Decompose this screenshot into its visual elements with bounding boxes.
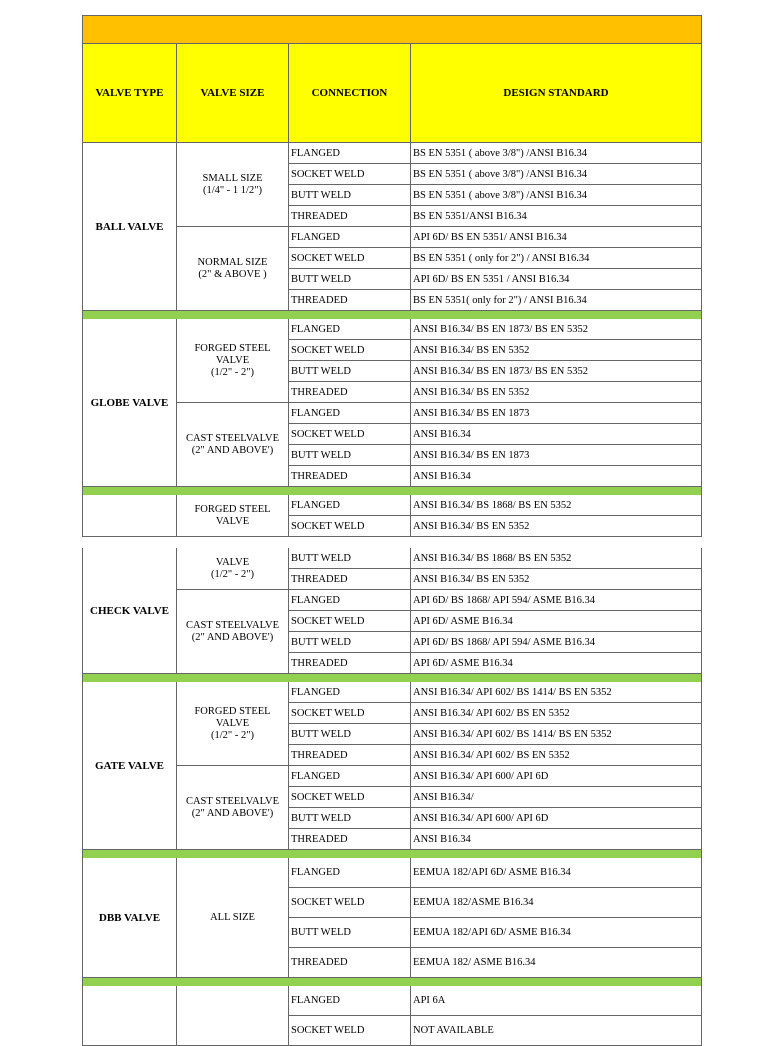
- header-design-standard: DESIGN STANDARD: [503, 87, 609, 99]
- connection-cell: FLANGED: [289, 766, 411, 786]
- valve-type-cell: DBB VALVE: [83, 858, 177, 977]
- table-row: [289, 703, 701, 724]
- valve-size-group: [177, 495, 701, 536]
- valve-size-group: [177, 548, 701, 590]
- design-standard-cell: EEMUA 182/API 6D/ ASME B16.34: [413, 927, 571, 938]
- connection-cell: SOCKET WELD: [289, 888, 411, 917]
- table-row: [289, 590, 701, 611]
- design-standard-cell: ANSI B16.34/ API 602/ BS 1414/ BS EN 5352: [413, 728, 612, 740]
- design-standard-cell: ANSI B16.34/ API 602/ BS EN 5352: [413, 749, 570, 761]
- valve-type-cell: GATE VALVE: [83, 682, 177, 849]
- valve-group: [82, 319, 702, 487]
- design-standard-cell: ANSI B16.34: [413, 428, 471, 440]
- connection-cell: SOCKET WELD: [289, 787, 411, 807]
- table-row: [289, 632, 701, 653]
- valve-group: [82, 143, 702, 311]
- table-row: [289, 766, 701, 787]
- design-standard-cell: API 6D/ BS 1868/ API 594/ ASME B16.34: [413, 636, 596, 648]
- design-standard-cell: ANSI B16.34/ BS EN 1873: [413, 449, 530, 461]
- table-row: [289, 445, 701, 466]
- table-row: [289, 948, 701, 977]
- design-standard-cell: API 6D/ ASME B16.34: [413, 615, 513, 627]
- table-row: [289, 653, 701, 673]
- connection-cell: THREADED: [289, 829, 411, 849]
- header-valve-type: VALVE TYPE: [83, 44, 177, 142]
- table-row: [289, 808, 701, 829]
- connection-cell: FLANGED: [289, 319, 411, 339]
- design-standard-cell: ANSI B16.34/ API 600/ API 6D: [413, 770, 549, 782]
- table-row: [289, 319, 701, 340]
- valve-size-cell: [177, 986, 289, 1045]
- design-standard-cell: ANSI B16.34/ BS 1868/ BS EN 5352: [413, 499, 572, 511]
- valve-size-group: [177, 858, 701, 977]
- connection-cell: BUTT WELD: [289, 445, 411, 465]
- design-standard-cell: BS EN 5351 ( above 3/8") /ANSI B16.34: [413, 168, 588, 180]
- design-standard-cell: API 6D/ ASME B16.34: [413, 657, 513, 669]
- table-row: [289, 516, 701, 536]
- connection-cell: SOCKET WELD: [289, 248, 411, 268]
- design-standard-cell: BS EN 5351 ( above 3/8") /ANSI B16.34: [413, 147, 588, 159]
- valve-type-cell: BALL VALVE: [83, 143, 177, 310]
- connection-cell: SOCKET WELD: [289, 1016, 411, 1045]
- design-standard-cell: ANSI B16.34: [413, 470, 471, 482]
- valve-type-cell: GLOBE VALVE: [83, 319, 177, 486]
- table-row: [289, 466, 701, 486]
- design-standard-cell: ANSI B16.34: [413, 833, 471, 845]
- connection-cell: FLANGED: [289, 403, 411, 423]
- connection-cell: BUTT WELD: [289, 185, 411, 205]
- valve-group: [82, 986, 702, 1046]
- header-valve-size: VALVE SIZE: [177, 44, 289, 142]
- valve-size-cell: FORGED STEEL VALVE (1/2" - 2"): [177, 682, 289, 765]
- design-standard-cell: ANSI B16.34/ BS EN 1873/ BS EN 5352: [413, 365, 589, 377]
- design-standard-cell: ANSI B16.34/ API 600/ API 6D: [413, 812, 549, 824]
- table-row: [289, 424, 701, 445]
- connection-cell: FLANGED: [289, 682, 411, 702]
- design-standard-cell: ANSI B16.34/ API 602/ BS EN 5352: [413, 707, 570, 719]
- design-standard-cell: API 6D/ BS 1868/ API 594/ ASME B16.34: [413, 594, 596, 606]
- table-row: [289, 858, 701, 888]
- valve-size-group: [177, 986, 701, 1045]
- valve-size-cell: ALL SIZE: [177, 858, 289, 977]
- design-standard-cell: EEMUA 182/API 6D/ ASME B16.34: [413, 867, 571, 878]
- table-row: [289, 227, 701, 248]
- valve-size-cell: NORMAL SIZE (2" & ABOVE ): [177, 227, 289, 310]
- valve-group: [82, 495, 702, 537]
- connection-cell: FLANGED: [289, 495, 411, 515]
- valve-size-group: [177, 590, 701, 673]
- connection-cell: BUTT WELD: [289, 548, 411, 568]
- valve-size-cell: CAST STEELVALVE (2" AND ABOVE'): [177, 590, 289, 673]
- design-standard-cell: ANSI B16.34/ BS EN 5352: [413, 344, 530, 356]
- valve-group: [82, 682, 702, 850]
- valve-size-group: [177, 403, 701, 486]
- group-separator: [82, 311, 702, 319]
- valve-type-cell: [83, 986, 177, 1045]
- valve-size-cell: CAST STEELVALVE (2" AND ABOVE'): [177, 403, 289, 486]
- table-row: [289, 888, 701, 918]
- design-standard-cell: BS EN 5351/ANSI B16.34: [413, 210, 527, 222]
- table-row: [289, 290, 701, 310]
- design-standard-cell: ANSI B16.34/ BS 1868/ BS EN 5352: [413, 552, 572, 564]
- title-band: [82, 15, 702, 44]
- table-row: [289, 918, 701, 948]
- connection-cell: BUTT WELD: [289, 918, 411, 947]
- connection-cell: BUTT WELD: [289, 724, 411, 744]
- design-standard-cell: ANSI B16.34/ BS EN 1873/ BS EN 5352: [413, 323, 589, 335]
- group-separator: [82, 850, 702, 858]
- connection-cell: BUTT WELD: [289, 269, 411, 289]
- design-standard-cell: API 6D/ BS EN 5351 / ANSI B16.34: [413, 273, 570, 285]
- table-row: [289, 548, 701, 569]
- valve-size-cell: FORGED STEEL VALVE (1/2" - 2"): [177, 319, 289, 402]
- header-connection: CONNECTION: [289, 44, 411, 142]
- connection-cell: THREADED: [289, 948, 411, 977]
- table-row: [289, 143, 701, 164]
- valve-size-cell: CAST STEELVALVE (2" AND ABOVE'): [177, 766, 289, 849]
- table-row: [289, 382, 701, 402]
- design-standard-cell: ANSI B16.34/ API 602/ BS 1414/ BS EN 5352: [413, 686, 612, 698]
- valve-size-cell: VALVE (1/2" - 2"): [177, 548, 289, 589]
- valve-size-group: [177, 227, 701, 310]
- group-separator: [82, 674, 702, 682]
- table-row: [289, 185, 701, 206]
- connection-cell: THREADED: [289, 206, 411, 226]
- connection-cell: FLANGED: [289, 143, 411, 163]
- valve-size-cell: SMALL SIZE (1/4" - 1 1/2"): [177, 143, 289, 226]
- connection-cell: SOCKET WELD: [289, 703, 411, 723]
- table-row: [289, 569, 701, 589]
- design-standard-cell: ANSI B16.34/ BS EN 1873: [413, 407, 530, 419]
- table-row: [289, 495, 701, 516]
- design-standard-cell: BS EN 5351 ( only for 2") / ANSI B16.34: [413, 252, 590, 264]
- group-separator: [82, 487, 702, 495]
- design-standard-cell: BS EN 5351 ( above 3/8") /ANSI B16.34: [413, 189, 588, 201]
- table-row: [289, 340, 701, 361]
- connection-cell: BUTT WELD: [289, 632, 411, 652]
- design-standard-cell: ANSI B16.34/: [413, 791, 474, 803]
- table-page-1: [82, 15, 702, 532]
- design-standard-cell: ANSI B16.34/ BS EN 5352: [413, 573, 530, 585]
- connection-cell: SOCKET WELD: [289, 424, 411, 444]
- design-standard-cell: BS EN 5351( only for 2") / ANSI B16.34: [413, 294, 587, 306]
- connection-cell: THREADED: [289, 745, 411, 765]
- table-row: [289, 164, 701, 185]
- connection-cell: FLANGED: [289, 986, 411, 1015]
- table-row: [289, 986, 701, 1016]
- valve-group: [82, 548, 702, 674]
- connection-cell: SOCKET WELD: [289, 516, 411, 536]
- connection-cell: THREADED: [289, 653, 411, 673]
- connection-cell: THREADED: [289, 382, 411, 402]
- valve-type-cell: CHECK VALVE: [83, 548, 177, 673]
- valve-group: [82, 858, 702, 978]
- table-row: [289, 611, 701, 632]
- connection-cell: SOCKET WELD: [289, 340, 411, 360]
- design-standard-cell: NOT AVAILABLE: [413, 1025, 494, 1036]
- connection-cell: FLANGED: [289, 590, 411, 610]
- valve-size-group: [177, 319, 701, 403]
- connection-cell: BUTT WELD: [289, 361, 411, 381]
- valve-size-group: [177, 143, 701, 227]
- connection-cell: FLANGED: [289, 227, 411, 247]
- table-row: [289, 403, 701, 424]
- table-row: [289, 682, 701, 703]
- design-standard-cell: EEMUA 182/ ASME B16.34: [413, 957, 536, 968]
- valve-type-cell: [83, 495, 177, 536]
- table-page-2: [82, 552, 702, 1036]
- table-row: [289, 269, 701, 290]
- valve-size-cell: FORGED STEEL VALVE: [177, 495, 289, 536]
- design-standard-cell: EEMUA 182/ASME B16.34: [413, 897, 534, 908]
- valve-size-group: [177, 766, 701, 849]
- header-row: [82, 44, 702, 143]
- connection-cell: THREADED: [289, 466, 411, 486]
- table-row: [289, 829, 701, 849]
- group-separator: [82, 978, 702, 986]
- connection-cell: FLANGED: [289, 858, 411, 887]
- table-row: [289, 724, 701, 745]
- table-row: [289, 248, 701, 269]
- table-row: [289, 745, 701, 765]
- connection-cell: SOCKET WELD: [289, 611, 411, 631]
- table-row: [289, 206, 701, 226]
- table-row: [289, 361, 701, 382]
- design-standard-cell: API 6A: [413, 995, 446, 1006]
- design-standard-cell: ANSI B16.34/ BS EN 5352: [413, 386, 530, 398]
- valve-size-group: [177, 682, 701, 766]
- connection-cell: THREADED: [289, 569, 411, 589]
- table-row: [289, 787, 701, 808]
- design-standard-cell: API 6D/ BS EN 5351/ ANSI B16.34: [413, 231, 567, 243]
- connection-cell: BUTT WELD: [289, 808, 411, 828]
- connection-cell: THREADED: [289, 290, 411, 310]
- design-standard-cell: ANSI B16.34/ BS EN 5352: [413, 520, 530, 532]
- table-row: [289, 1016, 701, 1045]
- connection-cell: SOCKET WELD: [289, 164, 411, 184]
